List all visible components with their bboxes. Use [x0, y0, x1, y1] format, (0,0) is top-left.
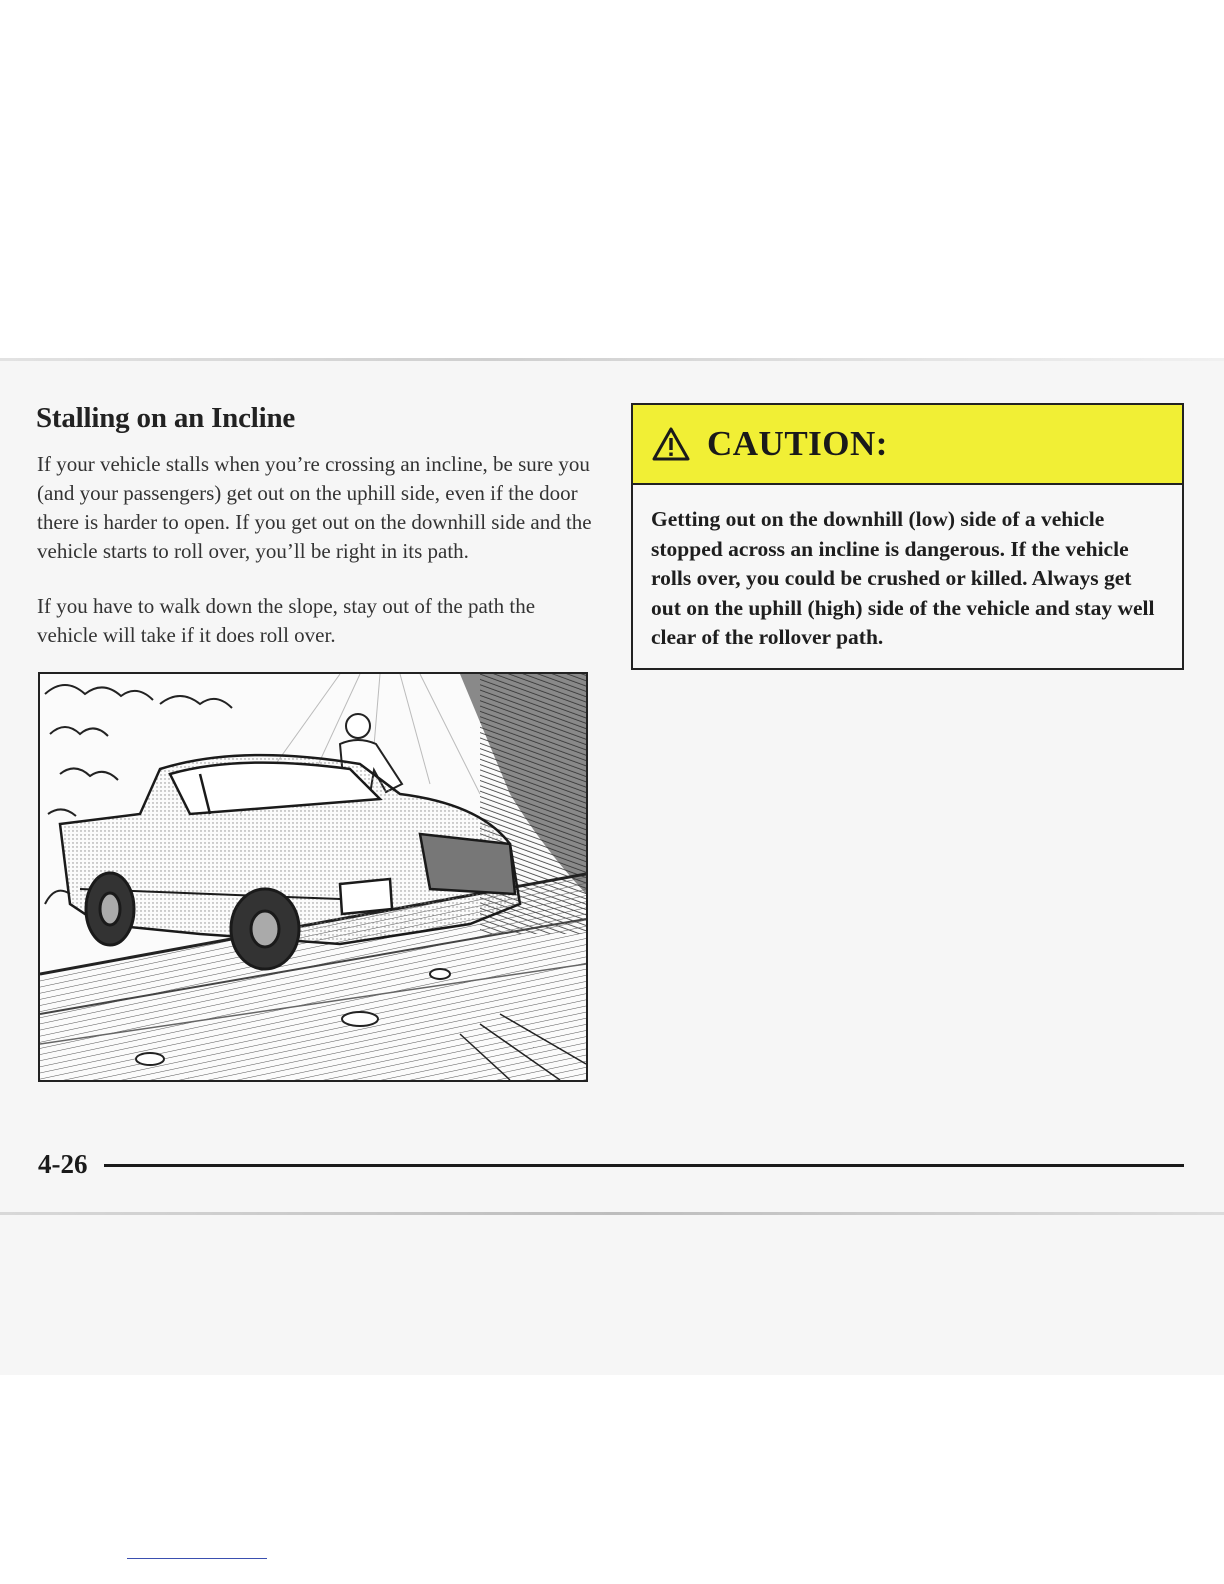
- scan-edge-bottom: [0, 1212, 1224, 1215]
- caution-text: Getting out on the downhill (low) side of a vehicle stopped across an incline is dangerous. If the vehicle rolls over, you could be crushed or killed. Always get out on the uphill (high) side of the vehicle and stay well clear of the rollover path.: [651, 507, 1155, 649]
- caution-box: [631, 403, 1184, 670]
- footer-rule: [104, 1164, 1184, 1167]
- caution-header: [633, 405, 1182, 485]
- scan-edge-top: [0, 358, 1224, 361]
- stalled-truck-illustration: [38, 672, 588, 1082]
- warning-triangle-icon: [651, 426, 691, 462]
- paragraph-walk-down-slope: If you have to walk down the slope, stay out of the path the vehicle will take if it does roll over.: [37, 594, 536, 647]
- section-title: Stalling on an Incline: [36, 402, 296, 434]
- page-number: 4-26: [38, 1149, 88, 1179]
- caution-title: CAUTION:: [707, 424, 888, 463]
- paragraph-uphill-exit: If your vehicle stalls when you’re crossing an incline, be sure you (and your passengers) get out on the uphill side, even if the door there is harder to open. If you get out on the downhill side and the vehicle starts to roll over, you’ll be right in its path.: [37, 452, 592, 563]
- bottom-link-underline: [127, 1558, 267, 1559]
